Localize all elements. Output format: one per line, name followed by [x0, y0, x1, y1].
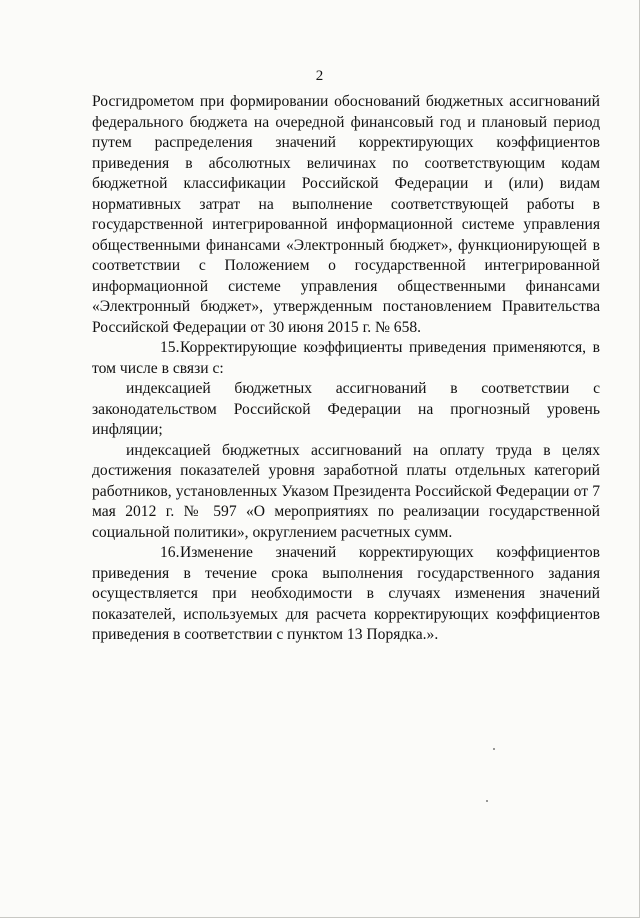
paragraph-15 [92, 338, 600, 379]
paragraph-15-text: Корректирующие коэффициенты приведения применяются, в том числе в связи с: [92, 339, 600, 377]
paragraph-15-item-wages: индексацией бюджетных ассигнований на оплату труда в целях достижения показателей уровня заработной платы отдельных категорий работников, установленных Указом Президента Российской Федерации от 7 мая 2012 г. № 597 «О мероприятиях по реализации государственной социальной политики», округлением расчетных сумм. [92, 441, 600, 541]
page-number: 2 [315, 68, 324, 84]
scan-speck [486, 800, 488, 802]
paragraph-15-number: 15. [160, 339, 180, 356]
paragraph-continuation: Росгидрометом при формировании обоснований бюджетных ассигнований федерального бюджета на очередной финансовый год и плановый период путем распределения значений корректирующих коэффициентов приведения в абсолютных величинах по соответствующим кодам бюджетной классификации Российской Федерации и (или) видам нормативных затрат на выполнение соответствующей работы в государственной интегрированной информационной системе управления общественными финансами «Электронный бюджет», функционирующей в соответствии с Положением о государственной интегрированной информационной системе управления общественными финансами «Электронный бюджет», утвержденным постановлением Правительства Российской Федерации от 30 июня 2015 г. № 658. [92, 93, 600, 336]
paragraph-16-number: 16. [160, 544, 180, 561]
paragraph-16-text: Изменение значений корректирующих коэффициентов приведения в течение срока выполнения государственного задания осуществляется при необходимости в случаях изменения значений показателей, используемых для расчета корректирующих коэффициентов приведения в соответствии с пунктом 13 Порядка.». [92, 544, 600, 643]
paragraph-16 [92, 543, 600, 646]
scan-speck [493, 748, 495, 750]
document-body [92, 92, 600, 646]
paragraph-15-item-inflation: индексацией бюджетных ассигнований в соответствии с законодательством Российской Федерации на прогнозный уровень инфляции; [92, 380, 600, 438]
